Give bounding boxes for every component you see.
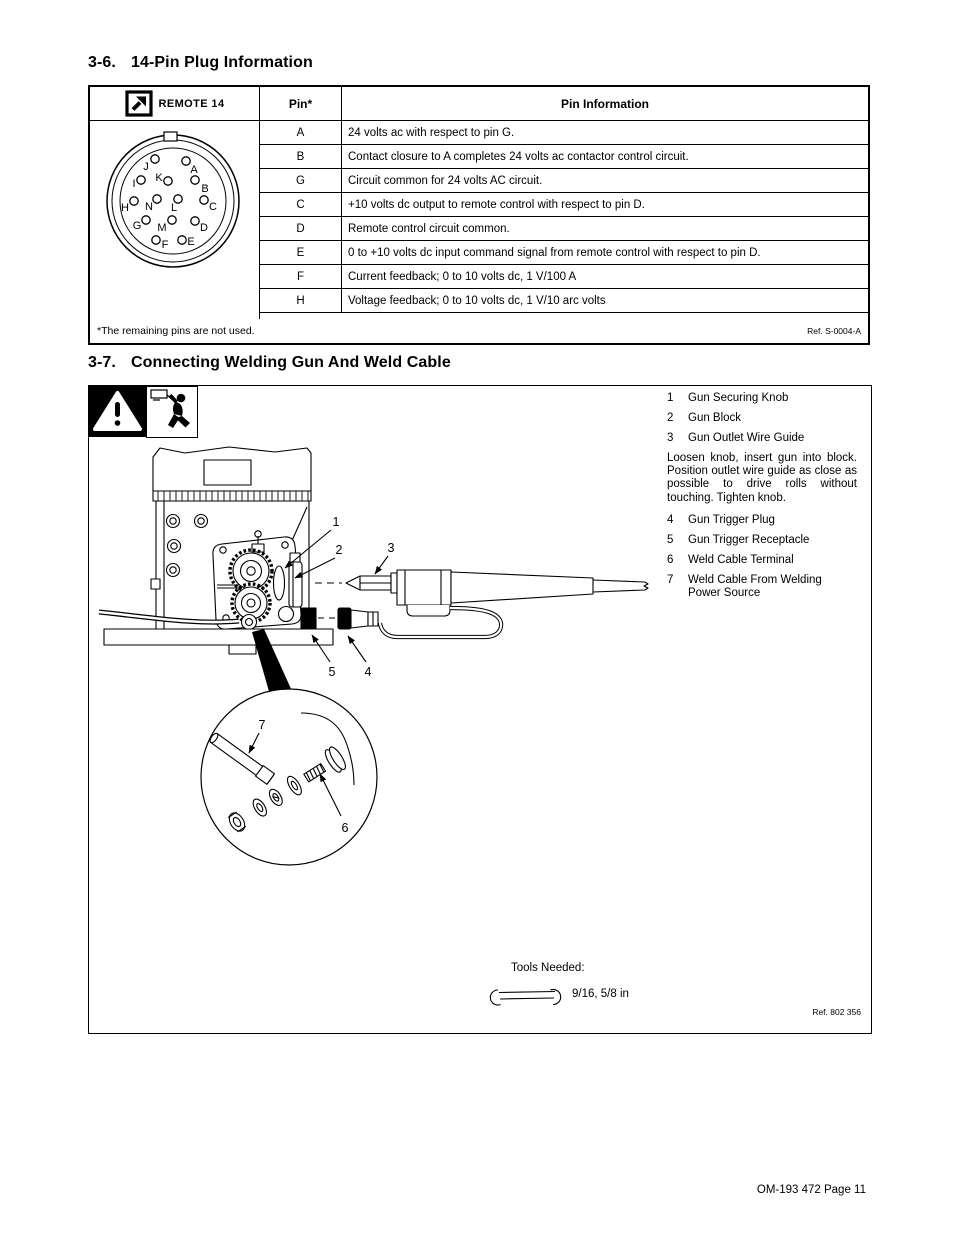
connector-pin-label: I [132, 178, 136, 190]
legend-item [667, 554, 857, 567]
electric-shock-icon [147, 387, 197, 437]
connector-pin [168, 216, 176, 224]
legend-item-label: Gun Trigger Receptacle [688, 533, 810, 546]
pin-info-cell: Current feedback; 0 to 10 volts dc, 1 V/100 A [348, 270, 577, 283]
legend-item [667, 514, 857, 527]
welding-gun-shape [346, 570, 648, 616]
connector-pin-label: L [170, 202, 178, 214]
pin-table-row [260, 289, 868, 313]
legend-item-label: Gun Securing Knob [688, 392, 789, 404]
pin-info-cell: 24 volts ac with respect to pin G. [348, 126, 515, 139]
connector-pin [200, 196, 208, 204]
section-number: 3-7. [88, 354, 116, 371]
connector-pin-label: B [201, 183, 209, 195]
pin-letter-cell: D [260, 217, 342, 240]
pin-info-cell: Remote control circuit common. [348, 222, 510, 235]
legend-item [667, 574, 857, 600]
pin-letter-cell: E [260, 241, 342, 264]
connector-pin [152, 236, 160, 244]
pin-info-cell: +10 volts dc output to remote control with respect to pin D. [348, 198, 645, 211]
connector-diagram-cell [90, 121, 260, 319]
pin-letter-cell: B [260, 145, 342, 168]
pin-info-cell: 0 to +10 volts dc input command signal from remote control with respect to pin D. [348, 246, 761, 259]
connector-pin-label: C [209, 201, 217, 213]
section-3-7-heading [88, 354, 451, 372]
pin-table-row [260, 193, 868, 217]
tool-size-label: 9/16, 5/8 in [572, 988, 629, 1000]
pin-letter-cell: C [260, 193, 342, 216]
wrench-icon [490, 990, 560, 1005]
remote-plug-icon [125, 90, 153, 117]
connector-pin [142, 216, 150, 224]
connector-keyway-notch [164, 132, 177, 141]
pin-table-footer [90, 319, 868, 343]
connector-pin-label: A [190, 164, 198, 176]
connector-pin [137, 176, 145, 184]
callout-3: 3 [387, 541, 395, 555]
connector-pin-label: M [157, 222, 167, 234]
legend-item [667, 534, 857, 547]
remote-label: REMOTE 14 [158, 97, 225, 110]
table-footnote: *The remaining pins are not used. [97, 325, 255, 337]
connector-pin [130, 197, 138, 205]
warning-exclamation-icon [89, 386, 146, 437]
callout-7: 7 [258, 718, 266, 732]
connector-pin-label: K [155, 172, 163, 184]
legend-item-label: Gun Block [688, 412, 742, 424]
legend-item-label: Weld Cable From Welding Power Source [688, 573, 822, 599]
callout-4: 4 [364, 665, 372, 679]
legend-item-number: 5 [667, 533, 674, 546]
legend-item-number: 7 [667, 573, 674, 586]
pin-letter-cell: H [260, 289, 342, 312]
connector-pin [191, 176, 199, 184]
section-number: 3-6. [88, 54, 116, 71]
info-column-header: Pin Information [561, 96, 649, 111]
legend-item-label: Gun Outlet Wire Guide [688, 432, 805, 444]
legend-item-number: 2 [667, 412, 674, 424]
connector-pin-label: D [200, 222, 208, 234]
legend-item-number: 4 [667, 513, 674, 526]
connector-pinout-diagram [90, 121, 258, 314]
weld-cable-terminal-shape [242, 615, 257, 630]
figure-legend [667, 392, 857, 607]
pin-table-row [260, 217, 868, 241]
connector-pin [182, 157, 190, 165]
section-3-6-heading [88, 54, 313, 72]
connector-pin-label: G [132, 220, 142, 232]
warning-triangle-badge [89, 386, 146, 437]
remote-header-cell [90, 87, 260, 120]
legend-item [667, 412, 857, 425]
connector-pin [178, 236, 186, 244]
table-ref: Ref. S-0004-A [807, 326, 861, 336]
pin-info-cell: Voltage feedback; 0 to 10 volts dc, 1 V/10 arc volts [348, 294, 606, 307]
gun-block-shape [289, 562, 302, 607]
callout-6: 6 [341, 821, 349, 835]
connector-pin [151, 155, 159, 163]
connector-pin [191, 217, 199, 225]
callout-2: 2 [335, 543, 343, 557]
figure-ref: Ref. 802 356 [812, 1007, 861, 1017]
legend-item [667, 392, 857, 405]
legend-item-label: Gun Trigger Plug [688, 513, 775, 526]
pin-table-row [260, 145, 868, 169]
pin-table-row [260, 265, 868, 289]
pin-info-cell: Contact closure to A completes 24 volts ac contactor control circuit. [348, 150, 689, 163]
trigger-receptacle-shape [301, 608, 316, 628]
pin-table-header [90, 87, 868, 121]
electric-shock-badge [146, 386, 198, 438]
gun-securing-knob-shape [274, 566, 285, 600]
pin-table-row [260, 241, 868, 265]
connector-pin [153, 195, 161, 203]
section-title: Connecting Welding Gun And Weld Cable [130, 354, 451, 371]
connector-pin-label: H [121, 202, 129, 214]
connector-pin [164, 177, 172, 185]
legend-item-number: 3 [667, 432, 674, 444]
legend-item [667, 432, 857, 445]
legend-item-label: Weld Cable Terminal [688, 553, 794, 566]
pin-letter-cell: A [260, 121, 342, 144]
pin-table [88, 85, 870, 345]
callout-1: 1 [332, 515, 340, 529]
pin-table-row [260, 169, 868, 193]
page-footer: OM-193 472 Page 11 [756, 1184, 866, 1196]
pin-letter-cell: G [260, 169, 342, 192]
connector-pin-label: F [161, 239, 169, 251]
connector-pin-label: E [187, 236, 195, 248]
connector-pin-label: J [143, 161, 149, 173]
tools-needed-label: Tools Needed: [511, 962, 585, 974]
legend-item-number: 6 [667, 553, 674, 566]
pin-info-cell: Circuit common for 24 volts AC circuit. [348, 174, 543, 187]
instruction-paragraph: Loosen knob, insert gun into block. Position outlet wire guide as close as possible to drive rolls without touching. Tighten knob. [667, 452, 857, 504]
legend-item-number: 1 [667, 392, 674, 404]
section-title: 14-Pin Plug Information [130, 54, 313, 71]
pin-letter-cell: F [260, 265, 342, 288]
trigger-plug-shape [338, 608, 378, 629]
pin-column-header: Pin* [260, 87, 342, 120]
pin-table-row [260, 121, 868, 145]
connector-pin-label: N [145, 201, 153, 213]
callout-5: 5 [328, 665, 336, 679]
gun-connection-figure [88, 385, 872, 1034]
